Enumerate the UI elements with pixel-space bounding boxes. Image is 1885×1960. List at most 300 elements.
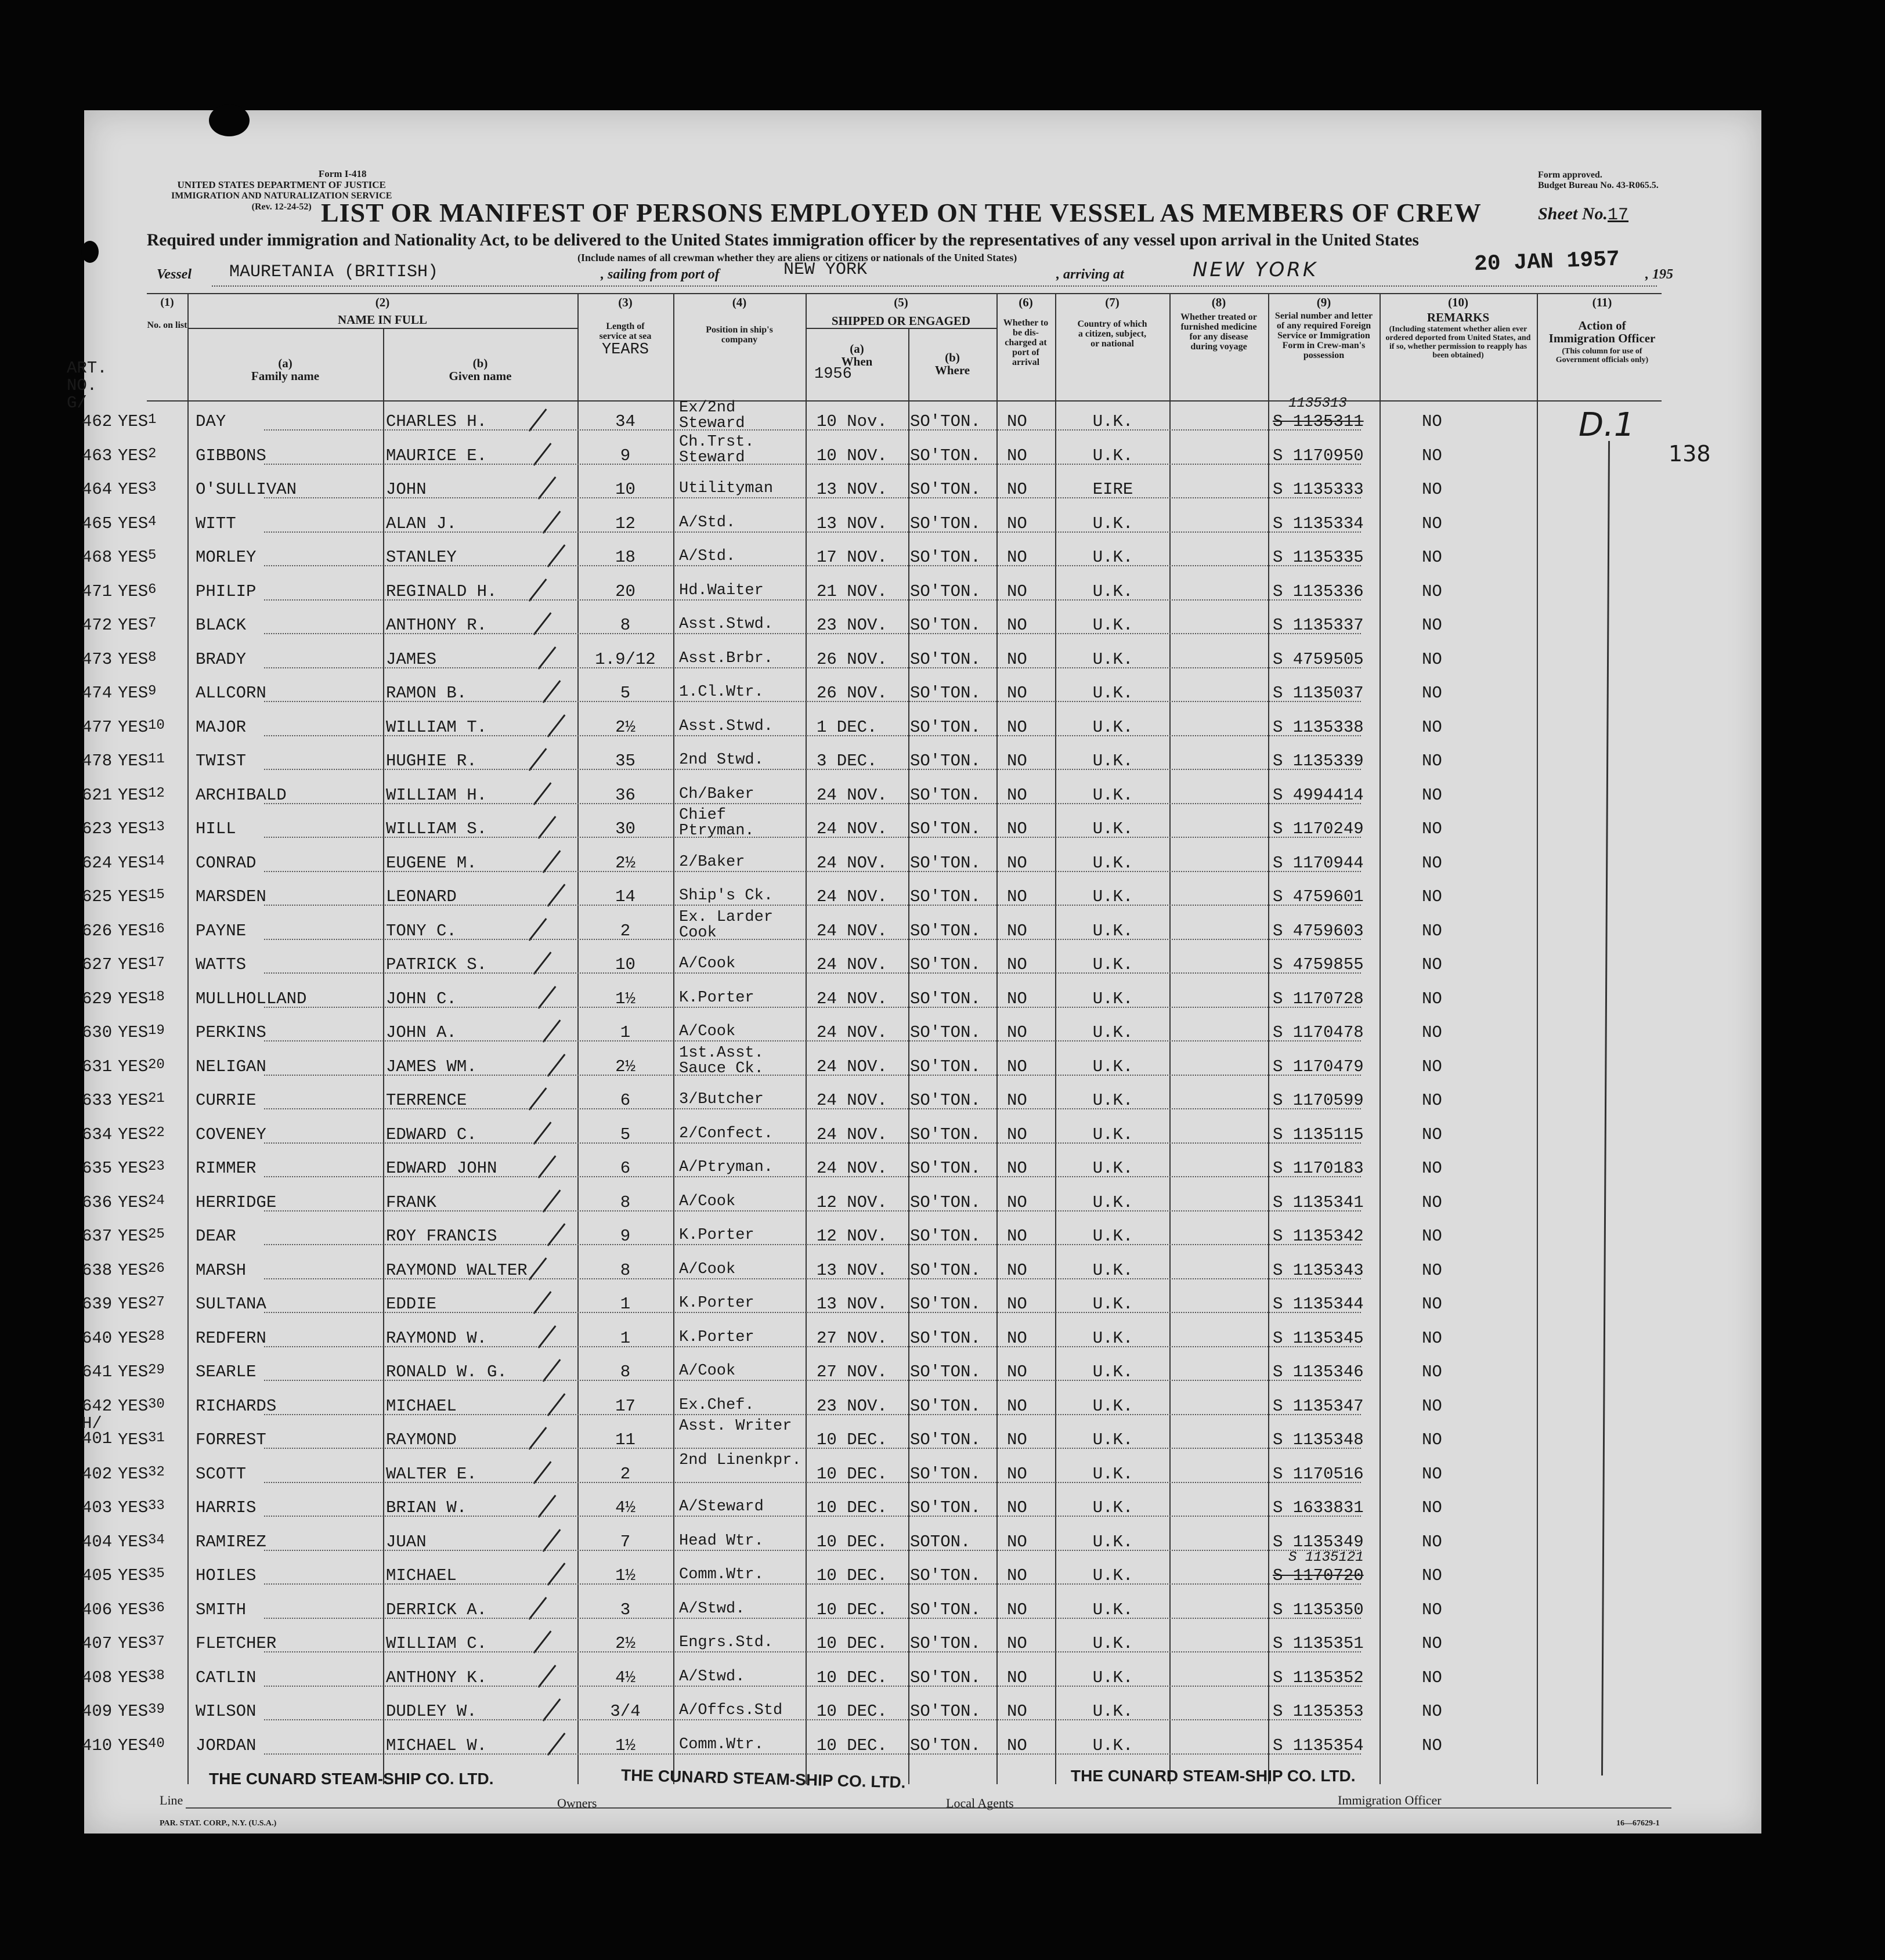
given-name: WILLIAM T. (386, 717, 488, 737)
position: Asst.Stwd. (679, 717, 774, 735)
family-name: REDFERN (196, 1328, 266, 1348)
given-name: EDWARD JOHN (386, 1159, 497, 1178)
given-name: JOHN (386, 480, 427, 499)
check-mark (538, 646, 557, 670)
owners-label: Owners (557, 1796, 597, 1810)
shipped-where: SO'TON. (910, 955, 981, 974)
row-number: 16 (148, 921, 165, 937)
discharge-flag: NO (1007, 581, 1027, 601)
include-note: (Include names of all crewman whether they are aliens or citizens or nationals of the United States) (577, 252, 1017, 263)
row-number: 26 (148, 1260, 165, 1276)
check-mark (529, 578, 547, 602)
serial-number: S 1135348 (1273, 1430, 1364, 1449)
check-mark (547, 714, 566, 737)
serial-number: S 1135339 (1273, 751, 1364, 771)
service-years: 1½ (615, 1735, 635, 1755)
row-rule (264, 1651, 1361, 1652)
discharge-flag: NO (1007, 446, 1027, 465)
check-mark (533, 612, 552, 635)
shipped-where: SO'TON. (910, 1124, 981, 1144)
country: U.K. (1092, 1294, 1133, 1314)
row-number: 25 (148, 1227, 165, 1242)
row-flag: YES (118, 1532, 149, 1552)
discharge-flag: NO (1007, 717, 1027, 737)
serial-number: S 1170479 (1273, 1057, 1364, 1076)
remarks: NO (1422, 1192, 1442, 1212)
art-number: 642 (82, 1396, 113, 1416)
discharge-flag: NO (1007, 819, 1027, 838)
family-name: WITT (196, 513, 236, 533)
shipped-where: SO'TON. (910, 1600, 981, 1619)
shipped-where: SO'TON. (910, 684, 981, 703)
art-number: 404 (82, 1532, 113, 1552)
art-number-label: ART. NO. G/ (67, 359, 107, 413)
discharge-flag: NO (1007, 1091, 1027, 1110)
family-name: MORLEY (196, 548, 257, 567)
position: Comm.Wtr. (679, 1566, 764, 1583)
line-label: Line (160, 1793, 183, 1807)
discharge-flag: NO (1007, 548, 1027, 567)
discharge-flag: NO (1007, 1192, 1027, 1212)
given-name: RONALD W. G. (386, 1362, 507, 1382)
shipped-when: 24 NOV. (817, 921, 887, 941)
art-number: 477 (82, 717, 113, 737)
serial-number: S 1135354 (1273, 1735, 1364, 1755)
shipped-when: 23 NOV. (817, 1396, 887, 1416)
position: Ch.Trst. Steward (679, 433, 754, 467)
shipped-where: SO'TON. (910, 1634, 981, 1653)
remarks: NO (1422, 581, 1442, 601)
service-years: 1.9/12 (595, 649, 656, 669)
check-mark (538, 1155, 557, 1178)
shipped-where: SO'TON. (910, 446, 981, 465)
given-name: PATRICK S. (386, 955, 488, 974)
row-number: 7 (148, 616, 157, 631)
country: U.K. (1092, 1702, 1133, 1721)
art-number: 621 (82, 785, 113, 805)
row-rule (264, 497, 1361, 498)
art-number: 633 (82, 1091, 113, 1110)
row-number: 30 (148, 1396, 165, 1412)
given-name: WALTER E. (386, 1464, 477, 1484)
serial-number: S 4759855 (1273, 955, 1364, 974)
table-row (84, 876, 1761, 909)
remarks: NO (1422, 1702, 1442, 1721)
family-name: O'SULLIVAN (196, 480, 297, 499)
given-name: BRIAN W. (386, 1498, 467, 1517)
table-row (84, 1046, 1761, 1079)
shipped-when: 13 NOV. (817, 513, 887, 533)
shipped-where: SO'TON. (910, 480, 981, 499)
row-rule (264, 769, 1361, 770)
check-mark (529, 1427, 547, 1450)
row-flag: YES (118, 819, 149, 838)
shipped-when: 24 NOV. (817, 989, 887, 1008)
shipped-when: 3 DEC. (817, 751, 878, 771)
remarks: NO (1422, 1159, 1442, 1178)
check-mark (547, 884, 566, 907)
discharge-flag: NO (1007, 751, 1027, 771)
shipped-when: 27 NOV. (817, 1328, 887, 1348)
row-number: 5 (148, 548, 157, 563)
row-rule (264, 565, 1361, 566)
row-flag: YES (118, 684, 149, 703)
shipped-where: SO'TON. (910, 887, 981, 906)
table-row (84, 435, 1761, 468)
family-name: DAY (196, 412, 226, 431)
table-row (84, 1249, 1761, 1283)
table-row (84, 1690, 1761, 1724)
remarks: NO (1422, 1735, 1442, 1755)
serial-number: S 1170944 (1273, 853, 1364, 873)
shipped-when: 10 NOV. (817, 446, 887, 465)
serial-number: S 1135345 (1273, 1328, 1364, 1348)
table-row (84, 1385, 1761, 1419)
remarks: NO (1422, 1362, 1442, 1382)
discharge-flag: NO (1007, 1396, 1027, 1416)
header-col8: (8) Whether treated or furnished medicine for any disease during voyage (1180, 295, 1257, 352)
discharge-flag: NO (1007, 921, 1027, 941)
table-row (84, 672, 1761, 706)
serial-number: S 1135344 (1273, 1294, 1364, 1314)
check-mark (543, 511, 561, 534)
country: U.K. (1092, 649, 1133, 669)
row-number: 6 (148, 581, 157, 598)
check-mark (547, 1733, 566, 1756)
row-rule (264, 1210, 1361, 1212)
discharge-flag: NO (1007, 684, 1027, 703)
family-name: TWIST (196, 751, 247, 771)
family-name: COVENEY (196, 1124, 266, 1144)
header-col3: (3) Length of service at sea YEARS (599, 295, 652, 359)
service-years: 3 (620, 1600, 631, 1619)
row-flag: YES (118, 1124, 149, 1144)
shipped-where: SO'TON. (910, 717, 981, 737)
serial-number: S 1135353 (1273, 1702, 1364, 1721)
art-number: 465 (82, 513, 113, 533)
given-name: JOHN C. (386, 989, 457, 1008)
punch-hole (209, 104, 250, 136)
remarks: NO (1422, 1328, 1442, 1348)
country: U.K. (1092, 1192, 1133, 1212)
country: U.K. (1092, 446, 1133, 465)
country: U.K. (1092, 989, 1133, 1008)
family-name: SMITH (196, 1600, 247, 1619)
discharge-flag: NO (1007, 1735, 1027, 1755)
given-name: JAMES WM. (386, 1057, 477, 1076)
family-name: HERRIDGE (196, 1192, 277, 1212)
country: U.K. (1092, 785, 1133, 805)
shipped-where: SO'TON. (910, 1566, 981, 1585)
row-flag: YES (118, 616, 149, 635)
serial-number: S 1170728 (1273, 989, 1364, 1008)
row-rule (264, 1414, 1361, 1415)
remarks: NO (1422, 989, 1442, 1008)
family-name: NELIGAN (196, 1057, 266, 1076)
discharge-flag: NO (1007, 887, 1027, 906)
serial-number: S 1170249 (1273, 819, 1364, 838)
check-mark (529, 1087, 547, 1111)
country: U.K. (1092, 548, 1133, 567)
row-flag: YES (118, 412, 149, 431)
shipped-where: SO'TON. (910, 1328, 981, 1348)
row-flag: YES (118, 1192, 149, 1212)
line-stamp: THE CUNARD STEAM-SHIP CO. LTD. (209, 1770, 494, 1788)
serial-number: S 1170599 (1273, 1091, 1364, 1110)
table-row (84, 604, 1761, 638)
position: K.Porter (679, 1328, 754, 1346)
family-name: RICHARDS (196, 1396, 277, 1416)
family-name: CONRAD (196, 853, 257, 873)
serial-number: S 1135342 (1273, 1227, 1364, 1246)
row-rule (264, 1516, 1361, 1517)
check-mark (543, 1019, 561, 1043)
family-name: WILSON (196, 1702, 257, 1721)
given-name: ROY FRANCIS (386, 1227, 497, 1246)
given-name: ANTHONY R. (386, 616, 488, 635)
row-number: 31 (148, 1430, 165, 1446)
row-number: 11 (148, 751, 165, 767)
shipped-where: SO'TON. (910, 1362, 981, 1382)
country: U.K. (1092, 1600, 1133, 1619)
art-number: 462 (82, 412, 113, 431)
shipped-where: SO'TON. (910, 1023, 981, 1042)
check-mark (529, 918, 547, 941)
position: A/Steward (679, 1498, 764, 1516)
family-name: PERKINS (196, 1023, 266, 1042)
shipped-where: SO'TON. (910, 1057, 981, 1076)
row-rule (264, 905, 1361, 906)
serial-number: S 1170183 (1273, 1159, 1364, 1178)
check-mark (533, 782, 552, 805)
shipped-when: 24 NOV. (817, 853, 887, 873)
country: U.K. (1092, 1124, 1133, 1144)
position: A/Cook (679, 1260, 736, 1278)
table-row (84, 1317, 1761, 1351)
row-rule (264, 871, 1361, 872)
position: K.Porter (679, 989, 754, 1007)
row-flag: YES (118, 955, 149, 974)
table-row (84, 570, 1761, 604)
row-flag: YES (118, 1600, 149, 1619)
table-row (84, 978, 1761, 1011)
table-row (84, 1622, 1761, 1656)
row-flag: YES (118, 1057, 149, 1076)
given-name: WILLIAM H. (386, 785, 488, 805)
row-number: 19 (148, 1023, 165, 1039)
country: U.K. (1092, 1634, 1133, 1653)
table-row (84, 1351, 1761, 1384)
row-number: 24 (148, 1192, 165, 1209)
row-rule (264, 1380, 1361, 1381)
row-number: 18 (148, 989, 165, 1005)
family-name: ARCHIBALD (196, 785, 287, 805)
family-name: DEAR (196, 1227, 236, 1246)
shipped-when: 10 DEC. (817, 1464, 887, 1484)
discharge-flag: NO (1007, 1566, 1027, 1585)
shipped-where: SO'TON. (910, 785, 981, 805)
position: Utilityman (679, 480, 774, 497)
header-col5: (5) SHIPPED OR ENGAGED (831, 295, 971, 328)
shipped-when: 10 DEC. (817, 1634, 887, 1653)
vessel-label: Vessel (157, 267, 192, 282)
service-years: 8 (620, 616, 631, 635)
check-mark (538, 1665, 557, 1688)
position: A/Cook (679, 1023, 736, 1040)
row-number: 1 (148, 412, 157, 428)
service-years: 1 (620, 1328, 631, 1348)
service-years: 14 (615, 887, 635, 906)
row-flag: YES (118, 751, 149, 771)
art-number: 408 (82, 1668, 113, 1687)
given-name: WILLIAM S. (386, 819, 488, 838)
given-name: DERRICK A. (386, 1600, 488, 1619)
department-name: UNITED STATES DEPARTMENT OF JUSTICE (177, 179, 386, 190)
row-number: 39 (148, 1702, 165, 1717)
remarks: NO (1422, 1294, 1442, 1314)
family-name: JORDAN (196, 1735, 257, 1755)
shipped-where: SO'TON. (910, 649, 981, 669)
family-name: SCOTT (196, 1464, 247, 1484)
check-mark (543, 850, 561, 873)
family-name: ALLCORN (196, 684, 266, 703)
art-number: 474 (82, 684, 113, 703)
country: U.K. (1092, 1430, 1133, 1449)
table-row (84, 740, 1761, 773)
row-rule (264, 701, 1361, 702)
row-number: 37 (148, 1634, 165, 1650)
country: U.K. (1092, 412, 1133, 431)
row-number: 36 (148, 1600, 165, 1616)
service-years: 36 (615, 785, 635, 805)
row-rule (264, 1482, 1361, 1483)
family-name: HARRIS (196, 1498, 257, 1517)
table-row (84, 1657, 1761, 1690)
service-years: 12 (615, 513, 635, 533)
country: U.K. (1092, 1362, 1133, 1382)
serial-number: S 1135334 (1273, 513, 1364, 533)
remarks: NO (1422, 1532, 1442, 1552)
country: U.K. (1092, 1566, 1133, 1585)
shipped-when: 24 NOV. (817, 819, 887, 838)
remarks: NO (1422, 616, 1442, 635)
row-flag: YES (118, 1498, 149, 1517)
country: EIRE (1092, 480, 1133, 499)
row-number: 22 (148, 1124, 165, 1141)
service-years: 4½ (615, 1668, 635, 1687)
given-name: LEONARD (386, 887, 457, 906)
shipped-when: 24 NOV. (817, 955, 887, 974)
serial-number: S 1135037 (1273, 684, 1364, 703)
position: 3/Butcher (679, 1091, 764, 1108)
shipped-where: SO'TON. (910, 1227, 981, 1246)
position: 2/Baker (679, 853, 745, 871)
shipped-when: 24 NOV. (817, 1124, 887, 1144)
page-reference-number: 138 (1669, 441, 1711, 467)
row-flag: YES (118, 1396, 149, 1416)
row-number: 23 (148, 1159, 165, 1174)
country: U.K. (1092, 1057, 1133, 1076)
punch-hole (81, 241, 99, 263)
country: U.K. (1092, 1735, 1133, 1755)
position: K.Porter (679, 1227, 754, 1244)
family-name: RAMIREZ (196, 1532, 266, 1552)
serial-number: S 4759603 (1273, 921, 1364, 941)
service-years: 11 (615, 1430, 635, 1449)
printer-credit: PAR. STAT. CORP., N.Y. (U.S.A.) (160, 1819, 277, 1828)
discharge-flag: NO (1007, 1227, 1027, 1246)
shipped-where: SO'TON. (910, 1668, 981, 1687)
row-flag: YES (118, 446, 149, 465)
given-name: MICHAEL W. (386, 1735, 488, 1755)
shipped-where: SO'TON. (910, 1159, 981, 1178)
country: U.K. (1092, 1023, 1133, 1042)
serial-number: S 1135337 (1273, 616, 1364, 635)
service-years: 34 (615, 412, 635, 431)
position: Head Wtr. (679, 1532, 764, 1550)
position: Asst. Writer (679, 1417, 792, 1435)
check-mark (538, 816, 557, 839)
service-years: 20 (615, 581, 635, 601)
shipped-where: SO'TON. (910, 921, 981, 941)
position: A/Cook (679, 1192, 736, 1210)
service-years: 10 (615, 955, 635, 974)
table-row (84, 1589, 1761, 1622)
discharge-flag: NO (1007, 1634, 1027, 1653)
shipped-where: SO'TON. (910, 1702, 981, 1721)
art-number: 405 (82, 1566, 113, 1585)
shipped-when: 27 NOV. (817, 1362, 887, 1382)
form-approval: Form approved. Budget Bureau No. 43-R065.5. (1538, 170, 1659, 190)
table-row (84, 1283, 1761, 1317)
art-number: 635 (82, 1159, 113, 1178)
header-col1: (1) No. on list (147, 296, 187, 330)
table-row (82, 1414, 1761, 1452)
art-number: 626 (82, 921, 113, 941)
given-name: EUGENE M. (386, 853, 477, 873)
art-number: 631 (82, 1057, 113, 1076)
service-years: 9 (620, 446, 631, 465)
shipped-where: SO'TON. (910, 1396, 981, 1416)
discharge-flag: NO (1007, 480, 1027, 499)
agents-label: Local Agents (946, 1796, 1014, 1810)
art-number: 409 (82, 1702, 113, 1721)
signature-line (186, 1807, 1671, 1809)
country: U.K. (1092, 751, 1133, 771)
discharge-flag: NO (1007, 1702, 1027, 1721)
shipped-when: 26 NOV. (817, 684, 887, 703)
position: Asst.Brbr. (679, 649, 774, 667)
row-number: 8 (148, 649, 157, 666)
shipped-when: 13 NOV. (817, 480, 887, 499)
remarks: NO (1422, 1566, 1442, 1585)
serial-number: S 4759601 (1273, 887, 1364, 906)
given-name: JAMES (386, 649, 437, 669)
family-name: BLACK (196, 616, 247, 635)
row-number: 20 (148, 1057, 165, 1073)
country: U.K. (1092, 1498, 1133, 1517)
row-rule (264, 531, 1361, 533)
country: U.K. (1092, 717, 1133, 737)
shipped-when: 12 NOV. (817, 1227, 887, 1246)
position: 2/Confect. (679, 1124, 774, 1142)
shipped-where: SO'TON. (910, 853, 981, 873)
shipped-when: 10 DEC. (817, 1532, 887, 1552)
given-name: JUAN (386, 1532, 427, 1552)
given-name: DUDLEY W. (386, 1702, 477, 1721)
row-number: 38 (148, 1668, 165, 1684)
table-row (84, 638, 1761, 672)
